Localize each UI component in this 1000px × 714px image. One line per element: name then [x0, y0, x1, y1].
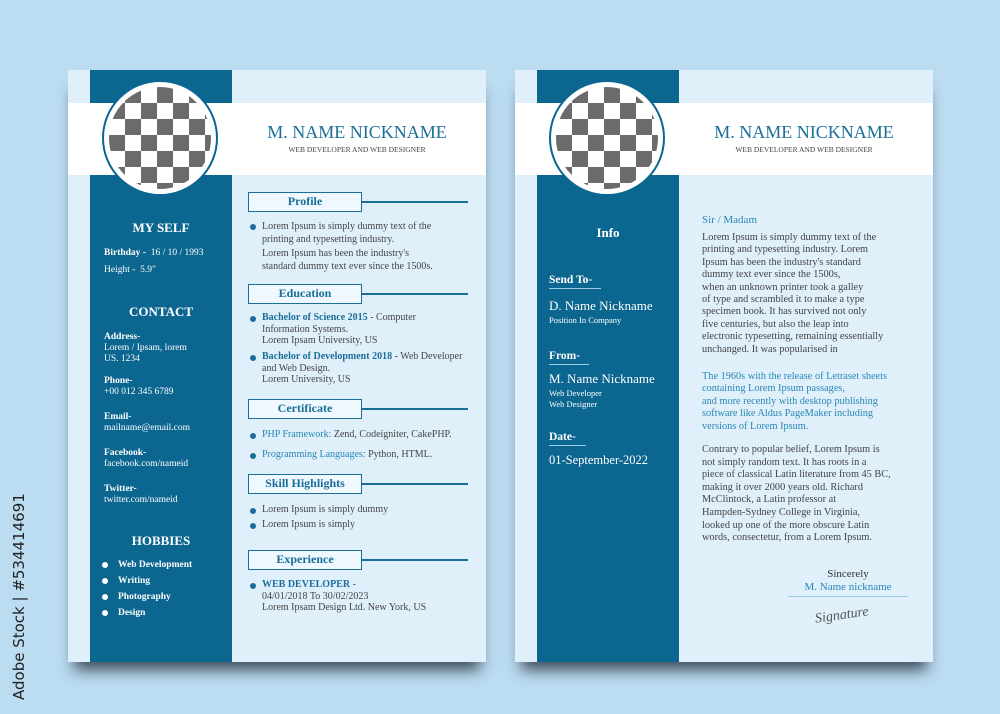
profile-photo-placeholder — [549, 80, 665, 196]
height-label: Height - — [104, 265, 136, 275]
signer-name: M. Name nickname — [788, 581, 908, 597]
contact-email: Email- mailname@email.com — [104, 412, 191, 433]
signature: Signature — [814, 604, 870, 627]
hobby-item: Photography — [118, 592, 171, 602]
from-roles: Web Developer Web Designer — [549, 388, 602, 409]
certificate-item: Programming Languages: Python, HTML. — [262, 449, 433, 460]
section-education-heading: Education — [248, 284, 362, 304]
hobby-item: Web Development — [118, 560, 193, 570]
stock-id-label: Adobe Stock | #534414691 — [10, 493, 28, 700]
section-certificate-heading: Certificate — [248, 399, 362, 419]
profile-photo-placeholder — [102, 80, 218, 196]
certificate-item: PHP Framework: Zend, Codeigniter, CakePHP. — [262, 429, 452, 440]
send-to-name: D. Name Nickname — [549, 298, 653, 313]
birthday-label: Birthday - — [104, 248, 146, 258]
cover-letter-page — [515, 70, 933, 662]
info-heading: Info — [596, 225, 620, 240]
resume-subtitle: WEB DEVELOPER AND WEB DESIGNER — [288, 145, 426, 154]
date-label: Date- — [549, 431, 586, 446]
letter-paragraph-3: Contrary to popular belief, Lorem Ipsum is not simply random text. It has roots in a piece of classical Latin literature from 45 BC, making it over 2000 years old. Richard McClintock, a Latin professor at Hampden-Sydney College in Virginia, looked up one of the more obscure Latin words, consectetur, from a Lorem Ipsum. — [702, 444, 891, 544]
contact-address: Address- Lorem / Ipsam, lorem US. 1234 — [104, 332, 187, 364]
height-value: 5.9" — [140, 265, 156, 275]
hobbies-heading: HOBBIES — [131, 533, 191, 548]
resume-page — [68, 70, 486, 662]
closing: Sincerely — [827, 568, 869, 580]
salutation: Sir / Madam — [702, 214, 757, 226]
education-item: Bachelor of Development 2018 - Web Developer and Web Design. Lorem University, US — [262, 351, 463, 385]
from-label: From- — [549, 350, 589, 365]
section-experience-heading: Experience — [248, 550, 362, 570]
hobby-item: Writing — [118, 576, 151, 586]
skill-item: Lorem Ipsum is simply — [262, 519, 356, 530]
profile-text: Lorem Ipsum is simply dummy text of the printing and typesetting industry. Lorem Ipsum has been the industry's standard dummy text ever since the 1500s. — [262, 221, 433, 272]
section-profile-heading: Profile — [248, 192, 362, 212]
contact-heading: CONTACT — [128, 304, 194, 319]
education-item: Bachelor of Science 2015 - Computer Information Systems. Lorem Ipsam University, US — [262, 312, 416, 346]
letter-paragraph-2: The 1960s with the release of Letraset sheets containing Lorem Ipsum passages, and more recently with desktop publishing software like Aldus PageMaker including versions of Lorem Ipsum. — [702, 371, 887, 432]
skill-item: Lorem Ipsum is simply dummy — [262, 504, 389, 515]
birthday-value: 16 / 10 / 1993 — [150, 248, 204, 258]
date-value: 01-September-2022 — [549, 453, 649, 467]
hobby-item: Design — [118, 608, 146, 618]
myself-heading: MY SELF — [132, 220, 190, 235]
send-to-label: Send To- — [549, 274, 601, 289]
experience-item: WEB DEVELOPER - 04/01/2018 To 30/02/2023 Lorem Ipsam Design Ltd. New York, US — [262, 579, 427, 613]
send-to-position: Position In Company — [549, 315, 622, 325]
from-name: M. Name Nickname — [549, 371, 655, 386]
contact-facebook: Facebook- facebook.com/nameid — [104, 448, 189, 469]
section-skills-heading: Skill Highlights — [248, 474, 362, 494]
letter-paragraph-1: Lorem Ipsum is simply dummy text of the printing and typesetting industry. Lorem Ipsum has been the industry's standard dummy text ever since the 1500s, when an unknown printer took a galley of type and scrambled it to make a type specimen book. It has survived not only five centuries, but also the leap into electronic typesetting, remaining essentially unchanged. It was popularised in — [702, 232, 884, 355]
contact-twitter: Twitter- twitter.com/nameid — [104, 484, 178, 505]
letter-name: M. NAME NICKNAME — [714, 122, 894, 142]
contact-phone: Phone- +00 012 345 6789 — [104, 376, 174, 397]
letter-subtitle: WEB DEVELOPER AND WEB DESIGNER — [735, 145, 873, 154]
resume-name: M. NAME NICKNAME — [267, 122, 447, 142]
